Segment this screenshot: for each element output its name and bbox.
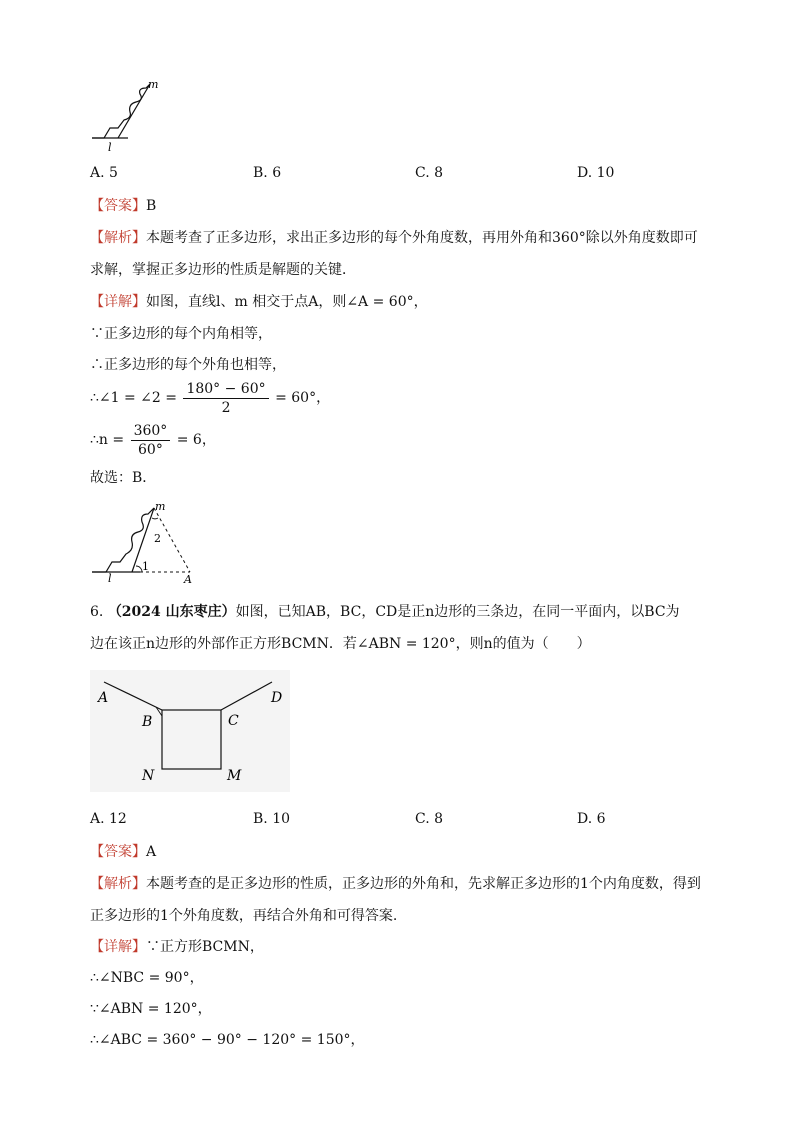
label-1: 1 <box>142 560 149 573</box>
q5-detail-line-4 <box>90 378 330 418</box>
analysis-tag: 【解析】 <box>90 230 146 246</box>
label-m: m <box>148 78 159 91</box>
q6-answer-line <box>90 842 156 862</box>
q6-analysis-line-1 <box>90 874 701 894</box>
q5-detail-line-3: ∴正多边形的每个外角也相等， <box>90 357 286 373</box>
q5-figure-2 <box>88 496 203 584</box>
label-b: B <box>142 714 153 730</box>
label-2: 2 <box>154 532 161 545</box>
q6-option-c: C. 8 <box>415 811 444 827</box>
q6-number: 6. <box>90 604 104 620</box>
option-b: B. 6 <box>253 165 282 181</box>
label-m: m <box>155 500 166 513</box>
label-c: C <box>228 713 239 729</box>
q6-detail-line-2: ∴∠NBC = 90°， <box>90 970 204 986</box>
eq2-numerator: 360° <box>131 422 171 441</box>
line-m <box>118 84 150 138</box>
eq1-numerator: 180° − 60° <box>183 380 268 399</box>
q6-analysis-line-2: 正多边形的1个外角度数，再结合外角和可得答案. <box>90 908 398 924</box>
label-d: D <box>271 690 283 706</box>
answer-value: B <box>146 198 157 214</box>
q6-detail-line-3: ∵∠ABN = 120°， <box>90 1001 212 1017</box>
option-c: C. 8 <box>415 165 444 181</box>
analysis-tag: 【解析】 <box>90 876 146 892</box>
q6-figure <box>90 670 290 792</box>
q6-option-a: A. 12 <box>90 811 127 827</box>
label-n: N <box>142 768 155 784</box>
detail-text: ∵正方形BCMN， <box>146 939 264 955</box>
answer-tag: 【答案】 <box>90 198 146 214</box>
q5-analysis-line-1 <box>90 228 698 248</box>
eq1-pre: ∴∠1 = ∠2 = <box>90 390 177 406</box>
answer-tag: 【答案】 <box>90 844 146 860</box>
analysis-text: 本题考查了正多边形，求出正多边形的每个外角度数，再用外角和360°除以外角度数即可 <box>146 230 698 246</box>
eq2-pre: ∴n = <box>90 432 125 448</box>
q5-analysis-line-2: 求解，掌握正多边形的性质是解题的关键． <box>90 262 356 278</box>
label-l: l <box>108 141 112 154</box>
option-a: A. 5 <box>90 165 118 181</box>
label-l: l <box>108 572 112 584</box>
wavy-polygon-edge <box>92 84 150 138</box>
q6-stem-text: 如图，已知AB，BC，CD是正n边形的三条边，在同一平面内，以BC为 <box>235 604 680 620</box>
q5-answer-line <box>90 196 156 216</box>
q5-figure-1 <box>88 74 168 154</box>
label-a: A <box>98 690 109 706</box>
q6-stem-line-2: 边在该正n边形的外部作正方形BCMN．若∠ABN = 120°，则n的值为（ ） <box>90 636 591 652</box>
eq1-denominator: 2 <box>221 399 231 416</box>
q6-source: （2024 山东枣庄） <box>107 604 236 620</box>
eq2-post: = 6， <box>176 432 216 448</box>
option-d: D. 10 <box>577 165 615 181</box>
q5-detail-line-2: ∵正多边形的每个内角相等， <box>90 326 272 342</box>
q5-choose-line: 故选：B． <box>90 470 157 486</box>
label-m: M <box>227 768 242 784</box>
q6-stem-line-1 <box>90 602 680 622</box>
q6-option-d: D. 6 <box>577 811 606 827</box>
answer-value: A <box>146 844 157 860</box>
analysis-text: 本题考查的是正多边形的性质，正多边形的外角和，先求解正多边形的1个内角度数，得到 <box>146 876 701 892</box>
detail-text: 如图，直线l、m 相交于点A，则∠A = 60°， <box>146 294 428 310</box>
label-a: A <box>184 573 192 584</box>
q6-detail-line-1 <box>90 937 264 957</box>
q5-detail-line-1 <box>90 292 428 312</box>
angle-2-arc <box>152 518 158 519</box>
eq1-fraction <box>183 380 268 417</box>
eq2-denominator: 60° <box>138 441 163 458</box>
detail-tag: 【详解】 <box>90 294 146 310</box>
q5-detail-line-5 <box>90 420 216 460</box>
q6-detail-line-4: ∴∠ABC = 360° − 90° − 120° = 150°， <box>90 1032 365 1048</box>
detail-tag: 【详解】 <box>90 939 146 955</box>
eq1-post: = 60°， <box>275 390 331 406</box>
q6-option-b: B. 10 <box>253 811 291 827</box>
eq2-fraction <box>131 422 171 459</box>
